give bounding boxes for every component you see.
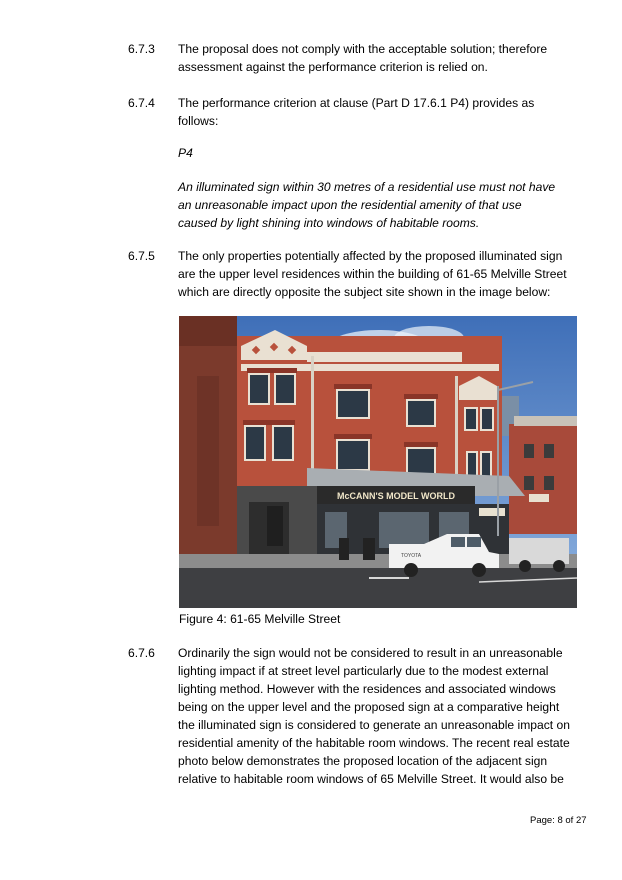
text-line: The performance criterion at clause (Part D 17.6.1 P4) provides as <box>178 96 535 110</box>
text-line: being on the upper level and the proposed sign at a comparative height <box>178 700 560 714</box>
quote-line: an unreasonable impact upon the residential amenity of that use <box>178 198 522 212</box>
section-6-7-3 <box>128 40 588 76</box>
section-text <box>178 40 588 76</box>
text-line: The proposal does not comply with the acceptable solution; therefore <box>178 42 548 56</box>
section-number: 6.7.4 <box>128 96 155 110</box>
quote-text <box>178 178 588 232</box>
building-photo <box>179 316 577 608</box>
text-line: lighting method. However with the residences and associated windows <box>178 682 556 696</box>
section-text <box>178 247 588 301</box>
section-6-7-6 <box>128 644 588 788</box>
text-line: The only properties potentially affected by the proposed illuminated sign <box>178 249 563 263</box>
quote-line: An illuminated sign within 30 metres of a residential use must not have <box>178 180 556 194</box>
section-text <box>178 644 588 788</box>
section-number: 6.7.5 <box>128 249 155 263</box>
photo-illustration <box>179 316 577 608</box>
section-number: 6.7.6 <box>128 646 155 660</box>
text-line: the illuminated sign is considered to generate an unreasonable impact on <box>178 718 570 732</box>
text-line: lighting impact if at street level particularly due to the modest external <box>178 664 549 678</box>
shop-sign-text: McCANN'S MODEL WORLD <box>337 491 455 501</box>
section-text <box>178 94 588 130</box>
text-line: assessment against the performance criterion is relied on. <box>178 60 488 74</box>
section-6-7-4 <box>128 94 588 130</box>
text-line: are the upper level residences within the building of 61-65 Melville Street <box>178 267 567 281</box>
text-line: Ordinarily the sign would not be considered to result in an unreasonable <box>178 646 563 660</box>
text-line: residential amenity of the habitable room windows. The recent real estate <box>178 736 570 750</box>
quote-line: caused by light shining into windows of habitable rooms. <box>178 216 480 230</box>
text-line: which are directly opposite the subject site shown in the image below: <box>178 285 551 299</box>
section-6-7-5 <box>128 247 588 301</box>
text-line: photo below demonstrates the proposed location of the adjacent sign <box>178 754 548 768</box>
text-line: relative to habitable room windows of 65 Melville Street. It would also be <box>178 772 564 786</box>
quote-heading: P4 <box>178 146 193 160</box>
page-number: Page: 8 of 27 <box>530 815 587 826</box>
section-number: 6.7.3 <box>128 42 155 56</box>
text-line: follows: <box>178 114 219 128</box>
figure-caption: Figure 4: 61-65 Melville Street <box>179 612 341 626</box>
quote-heading-block <box>128 144 588 164</box>
quote-block <box>128 178 588 232</box>
truck-label: TOYOTA <box>401 553 422 559</box>
